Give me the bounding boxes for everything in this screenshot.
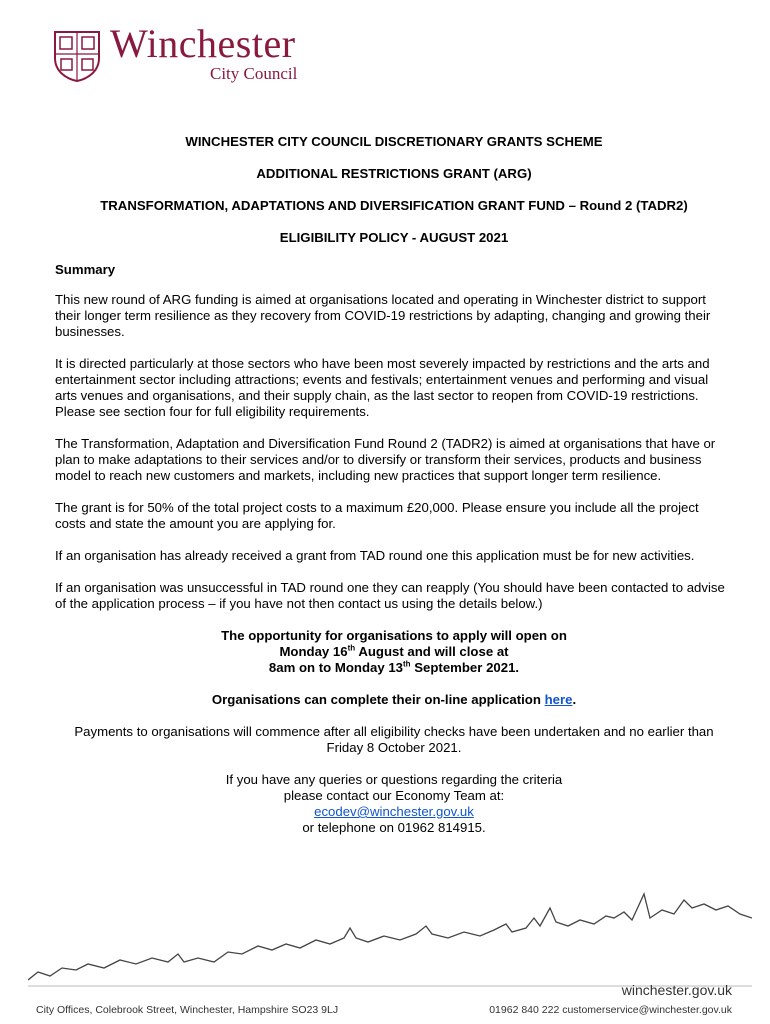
opportunity-line-1: The opportunity for organisations to apply will open on	[221, 628, 567, 643]
apply-line	[55, 692, 733, 708]
open-date-rest: August and will close at	[355, 644, 509, 659]
logo-subtitle: City Council	[210, 64, 298, 83]
paragraph-previous: If an organisation has already received a grant from TAD round one this application must be for new activities.	[55, 548, 695, 563]
paragraph-grant: The grant is for 50% of the total project costs to a maximum £20,000. Please ensure you include all the project costs and state the amount you are applying for.	[55, 500, 699, 531]
heading-scheme: WINCHESTER CITY COUNCIL DISCRETIONARY GRANTS SCHEME	[185, 134, 603, 149]
close-date-rest: September 2021.	[410, 660, 520, 675]
council-logo	[52, 21, 312, 84]
paragraph-payments: Payments to organisations will commence after all eligibility checks have been undertaken and no earlier than Friday 8 October 2021.	[74, 724, 714, 755]
paragraph-sectors: It is directed particularly at those sectors who have been most severely impacted by restrictions and the arts and entertainment sector including attractions; events and festivals; entertainment venues and performing and visual arts venues and organisations, and their supply chain, as the last sector to reopen from COVID-19 restrictions. Please see section four for full eligibility requirements.	[55, 356, 710, 419]
contact-block	[55, 772, 733, 836]
close-date-text: 8am on to Monday 13	[268, 660, 404, 675]
heading-policy: ELIGIBILITY POLICY - AUGUST 2021	[279, 230, 509, 245]
paragraph-reapply: If an organisation was unsuccessful in TAD round one they can reapply (You should have been contacted to advise of the application process – if you have not then contact us using the details below.)	[55, 580, 725, 611]
heading-tadr2: TRANSFORMATION, ADAPTATIONS AND DIVERSIFICATION GRANT FUND – Round 2 (TADR2)	[100, 198, 688, 213]
city-skyline-illustration	[28, 888, 752, 988]
footer-contact: 01962 840 222 customerservice@winchester.gov.uk	[489, 1004, 732, 1016]
crest-icon	[52, 30, 102, 82]
opportunity-line-3	[55, 660, 733, 676]
heading-arg: ADDITIONAL RESTRICTIONS GRANT (ARG)	[256, 166, 532, 181]
contact-line-3: or telephone on 01962 814915.	[302, 820, 486, 835]
summary-label: Summary	[55, 262, 116, 277]
footer-address: City Offices, Colebrook Street, Winchester, Hampshire SO23 9LJ	[36, 1004, 339, 1016]
open-date-suffix: th	[347, 643, 356, 653]
apply-text: Organisations can complete their on-line application	[211, 692, 545, 707]
application-link[interactable]: here	[544, 692, 573, 707]
close-date-suffix: th	[403, 659, 411, 669]
contact-line-2: please contact our Economy Team at:	[283, 788, 505, 803]
logo-name: Winchester	[110, 21, 296, 66]
open-date-text: Monday 16	[279, 644, 348, 659]
opportunity-line-2	[55, 644, 733, 660]
footer-website: winchester.gov.uk	[621, 982, 732, 998]
apply-end: .	[572, 692, 577, 707]
contact-line-1: If you have any queries or questions regarding the criteria	[225, 772, 563, 787]
document-body	[55, 134, 733, 836]
email-link[interactable]: ecodev@winchester.gov.uk	[314, 804, 474, 819]
paragraph-fund: The Transformation, Adaptation and Diversification Fund Round 2 (TADR2) is aimed at organisations that have or plan to make adaptations to their services and/or to diversify or transform their services, products and business model to reach new customers and markets, including new practices that support longer term resilience.	[55, 436, 716, 483]
paragraph-intro: This new round of ARG funding is aimed at organisations located and operating in Winchester district to support their longer term resilience as they recovery from COVID-19 restrictions by adapting, changing and growing their businesses.	[55, 292, 711, 339]
opportunity-block	[55, 628, 733, 676]
